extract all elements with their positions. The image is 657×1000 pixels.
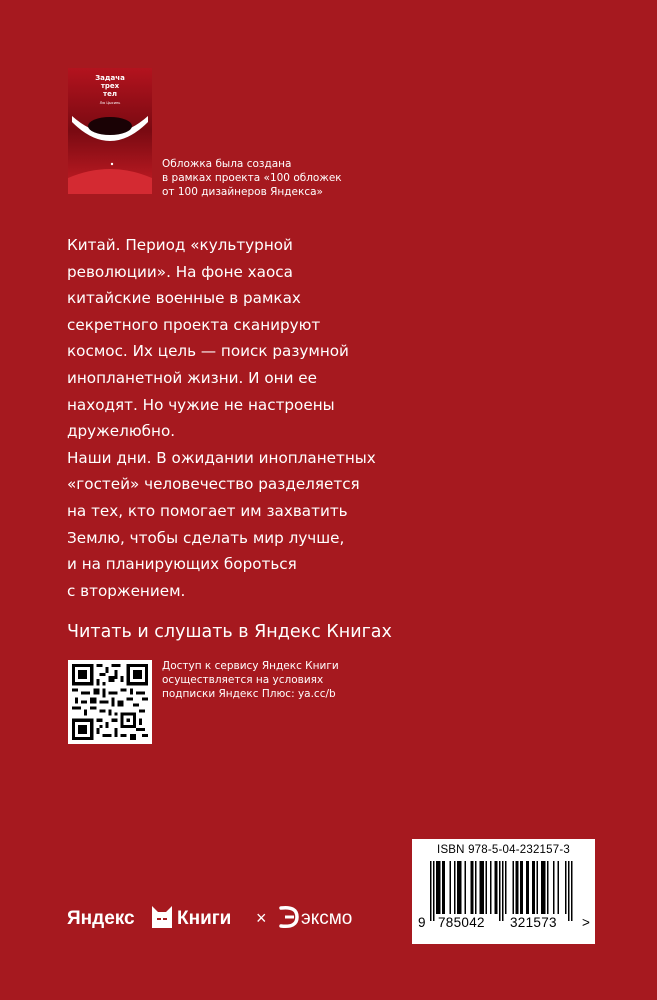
description-line: Наши дни. В ожидании инопланетных [67, 448, 376, 467]
isbn-arrow: > [582, 915, 591, 930]
barcode-bar [528, 861, 530, 914]
barcode-bar [454, 861, 456, 914]
access-line: осуществляется на условиях [162, 674, 324, 686]
description-line: революции». На фоне хаоса [67, 262, 293, 281]
barcode-bar [534, 861, 536, 914]
barcode-bar [537, 861, 539, 914]
barcode-bar [472, 861, 474, 914]
barcode-bar [543, 861, 545, 914]
isbn-digit-first: 9 [418, 915, 426, 930]
barcode-bar [444, 861, 446, 914]
description-line: космос. Их цель — поиск разумной [67, 342, 349, 361]
description-line: на тех, кто помогает им захватить [67, 501, 348, 520]
times-sign: × [256, 908, 267, 928]
barcode-bar [436, 861, 438, 914]
description-line: и на планирующих бороться [67, 555, 297, 574]
description-line: «гостей» человечество разделяется [67, 475, 360, 494]
qr-code-pattern [72, 664, 148, 740]
barcode-bar [457, 861, 459, 914]
barcode-bars [430, 861, 580, 921]
eksmo-logo-text: эксмо [301, 908, 353, 929]
access-line: Доступ к сервису Яндекс Книги [162, 660, 339, 672]
thumbnail-title-line: тел [103, 90, 117, 98]
description-line: секретного проекта сканируют [67, 315, 321, 334]
thumbnail-title-line: трех [100, 82, 120, 90]
isbn-digits-right: 321573 [510, 915, 557, 930]
barcode-bar [480, 861, 482, 914]
yandex-books-cat-icon [151, 904, 173, 930]
description-line: инопланетной жизни. И они ее [67, 368, 317, 387]
cover-caption [162, 157, 372, 199]
barcode-bar [439, 861, 441, 914]
description-line: Землю, чтобы сделать мир лучше, [67, 528, 345, 547]
barcode-bar [517, 861, 519, 914]
access-line: подписки Яндекс Плюс: ya.cc/b [162, 688, 336, 700]
barcode-bar [558, 861, 560, 914]
barcode-bar [541, 861, 543, 914]
barcode-bar [568, 861, 570, 921]
barcode-bar [450, 861, 452, 914]
barcode-bar [571, 861, 573, 921]
service-access-note [162, 659, 392, 701]
barcode-bar [565, 861, 567, 914]
yandex-logo-text: Яндекс [67, 908, 135, 929]
barcode-bar [516, 861, 518, 914]
barcode-bar [520, 861, 522, 914]
barcode-bar [465, 861, 467, 914]
barcode-bar [460, 861, 462, 914]
barcode-bar [483, 861, 485, 914]
barcode-bar [459, 861, 461, 914]
barcode-bar [496, 861, 498, 914]
barcode-bar [442, 861, 444, 914]
barcode-bar [438, 861, 440, 914]
barcode-bar [502, 861, 504, 921]
caption-line: Обложка была создана [162, 158, 292, 170]
cover-thumbnail [68, 68, 152, 194]
barcode-bar [553, 861, 555, 914]
barcode-bar [547, 861, 549, 914]
eksmo-logo-icon [277, 904, 301, 930]
barcode-bar [532, 861, 534, 914]
barcode-bar [481, 861, 483, 914]
caption-line: от 100 дизайнеров Яндекса» [162, 186, 323, 198]
barcode-bar [486, 861, 488, 914]
book-description [67, 232, 407, 604]
thumbnail-author: Лю Цысинь [99, 101, 121, 105]
description-line: Китай. Период «культурной [67, 236, 293, 254]
barcode-bar [505, 861, 507, 914]
isbn-barcode-box [412, 839, 595, 944]
thumbnail-title [68, 74, 152, 98]
barcode-bar [471, 861, 473, 914]
isbn-label: ISBN 978-5-04-232157-3 [437, 844, 570, 856]
thumbnail-title-line: Задача [95, 74, 125, 82]
barcode-bar [490, 861, 492, 914]
barcode-bar [513, 861, 515, 914]
barcode-bar [430, 861, 432, 921]
barcode-bar [475, 861, 477, 914]
description-line: дружелюбно. [67, 422, 176, 441]
description-line: с вторжением. [67, 581, 186, 600]
barcode-bar [522, 861, 524, 914]
knigi-logo-text: Книги [177, 908, 232, 929]
qr-code[interactable] [68, 660, 152, 744]
description-line: находят. Но чужие не настроены [67, 395, 335, 414]
barcode-bar [495, 861, 497, 914]
barcode-bar [433, 861, 435, 921]
barcode-bar [526, 861, 528, 914]
caption-line: в рамках проекта «100 обложек [162, 172, 342, 184]
read-listen-heading: Читать и слушать в Яндекс Книгах [67, 622, 392, 642]
barcode-bar [499, 861, 501, 921]
description-line: китайские военные в рамках [67, 289, 301, 308]
isbn-digits-left: 785042 [438, 915, 485, 930]
barcode-bar [544, 861, 546, 914]
